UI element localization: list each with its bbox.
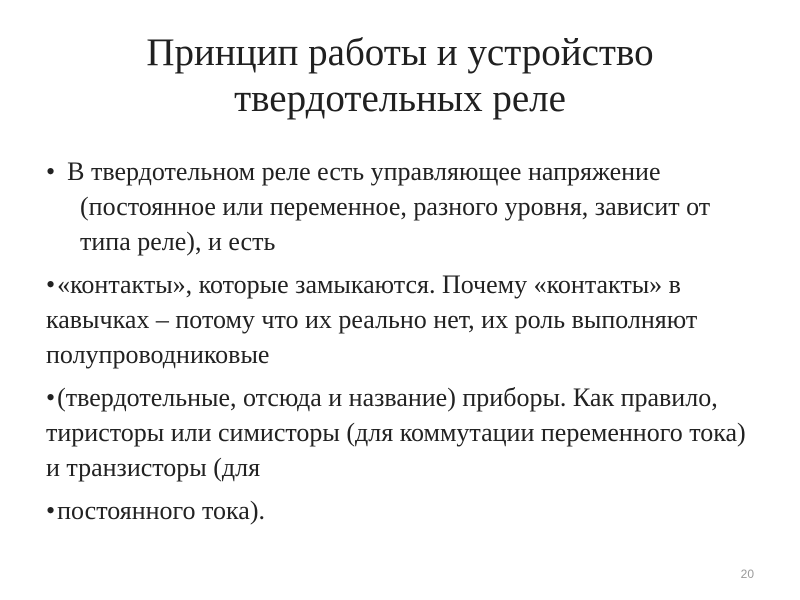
bullet-item (46, 493, 758, 528)
bullet-list (46, 154, 758, 536)
bullet-marker: • (46, 383, 56, 412)
bullet-text: (твердотельные, отсюда и название) приборы. Как правило, тиристоры или симисторы (для коммутации переменного тока) и транзисторы (для (46, 383, 746, 482)
bullet-marker: • (46, 157, 56, 186)
bullet-marker: • (46, 496, 56, 525)
bullet-text: «контакты», которые замыкаются. Почему «контакты» в кавычках – потому что их реально нет, их роль выполняют полупроводниковые (46, 270, 698, 369)
bullet-item (46, 154, 758, 259)
page-number: 20 (740, 567, 754, 581)
bullet-text: постоянного тока). (57, 496, 265, 525)
bullet-marker: • (46, 270, 56, 299)
bullet-item (46, 380, 758, 485)
bullet-item (46, 267, 758, 372)
slide-title: Принцип работы и устройство твердотельных реле (146, 31, 654, 120)
bullet-text: В твердотельном реле есть управляющее напряжение (постоянное или переменное, разного уровня, зависит от типа реле), и есть (67, 157, 711, 256)
